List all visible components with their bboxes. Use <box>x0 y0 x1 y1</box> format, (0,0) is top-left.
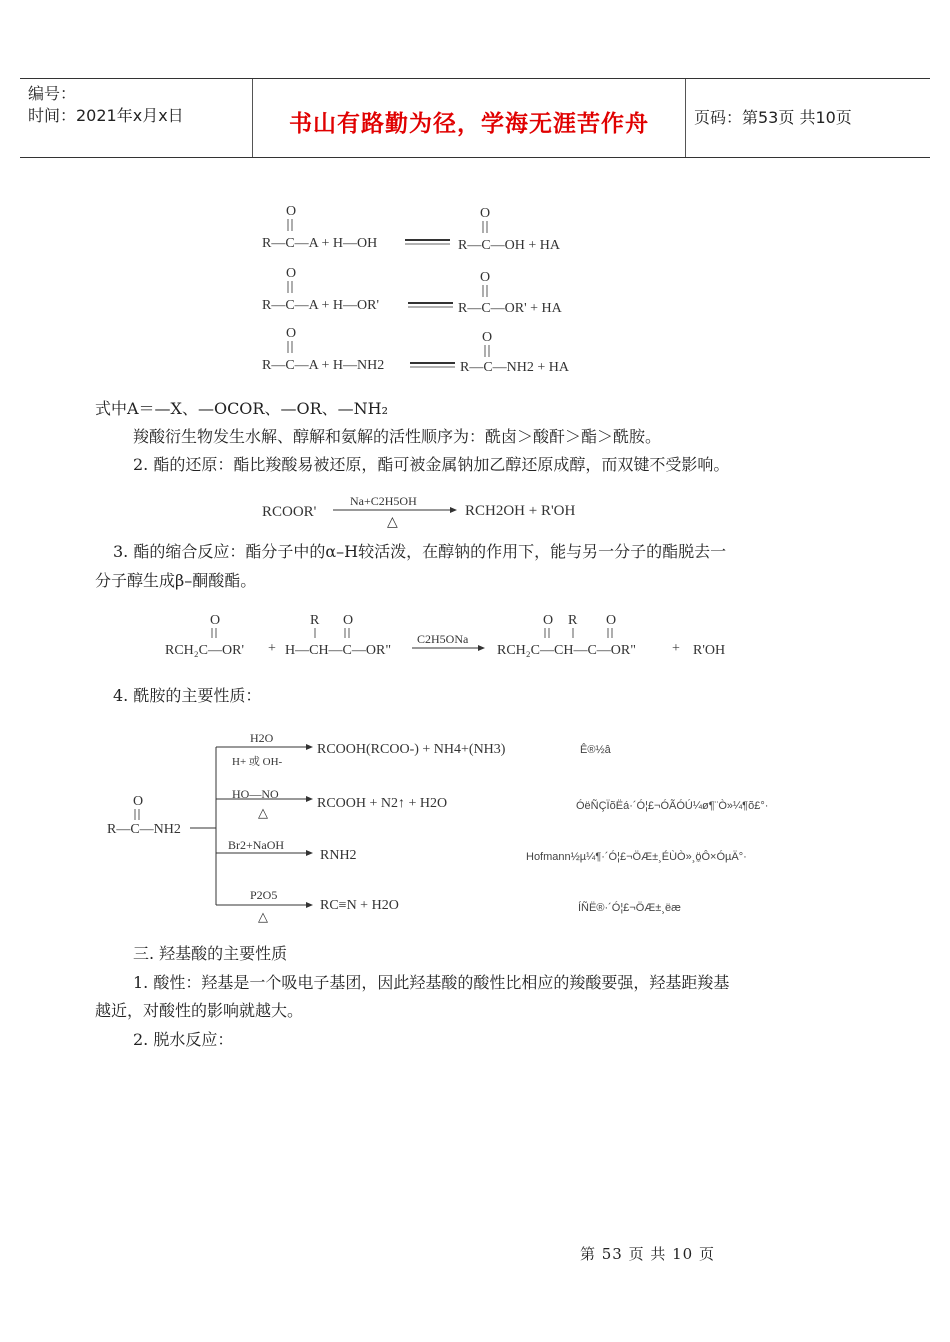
note-a: 式中A＝—X、—OCOR、—OR、—NH₂ <box>95 399 389 418</box>
carbonyl-o: O <box>606 613 617 628</box>
plus: + <box>268 641 276 656</box>
header-meta <box>20 79 252 157</box>
amide-reactions <box>100 725 820 935</box>
paragraph-condensation-2: 分子醇生成β–酮酸酯。 <box>95 571 257 590</box>
branch-3-note: Hofmann½µ¼¶·´Ó¦£¬ÖÆ±¸ÉÙÒ»¸ö̼Ô×ÓµÄ°· <box>526 851 747 863</box>
claisen-byproduct: R'OH <box>693 643 726 658</box>
product-ketoester: RCH₂C—CH—C—OR" <box>497 643 636 658</box>
paragraph-amide: 4. 酰胺的主要性质： <box>113 686 262 705</box>
paragraph-condensation-1: 3. 酯的缩合反应：酯分子中的α–H较活泼，在醇钠的作用下，能与另一分子的酯脱去一 <box>113 542 727 561</box>
claisen-reagent: C2H5ONa <box>417 632 469 646</box>
branch-4-condition: △ <box>258 909 268 924</box>
branch-2-product: RCOOH + N2↑ + H2O <box>317 796 448 811</box>
reduction-condition: △ <box>387 515 398 530</box>
reduction-product: RCH2OH + R'OH <box>465 503 576 519</box>
reduction-reactant: RCOOR' <box>262 504 317 520</box>
branch-4-reagent: P2O5 <box>250 888 278 902</box>
carbonyl-o: O <box>286 326 297 341</box>
branch-1-reagent: H2O <box>250 731 274 745</box>
substituent-r: R <box>310 613 320 628</box>
reaction-1-rhs: R—C—OH + HA <box>458 238 561 253</box>
paragraph-acidity-1: 1. 酸性：羟基是一个吸电子基团，因此羟基酸的酸性比相应的羧酸要强，羟基距羧基 <box>133 973 730 992</box>
branch-1-product: RCOOH(RCOO-) + NH4+(NH3) <box>317 742 506 757</box>
time-label: 时间：2021年x月x日 <box>28 106 184 125</box>
reactant-2: H—CH—C—OR" <box>285 643 392 658</box>
branch-4-note: ÍÑË®·´Ó¦£¬ÖÆ±¸ëæ <box>578 902 681 914</box>
amide-start: R—C—NH2 <box>107 822 181 837</box>
carbonyl-o: O <box>133 794 144 809</box>
branch-3-product: RNH2 <box>320 848 357 863</box>
header-motto-cell <box>252 79 686 157</box>
carbonyl-o: O <box>343 613 354 628</box>
branch-1-note: Ê®½â <box>580 744 611 756</box>
paragraph-order: 羧酸衍生物发生水解、醇解和氨解的活性顺序为：酰卤＞酸酐＞酯＞酰胺。 <box>133 427 662 446</box>
reaction-2-lhs: R—C—A + H—OR' <box>262 298 379 313</box>
plus: + <box>672 641 680 656</box>
page-header <box>20 78 930 158</box>
reduction-equation <box>255 490 615 532</box>
page-footer: 第 53 页 共 10 页 <box>579 1245 715 1263</box>
carbonyl-o: O <box>482 330 493 345</box>
reaction-1-lhs: R—C—A + H—OH <box>262 236 378 251</box>
branch-2-condition: △ <box>258 805 268 820</box>
carbonyl-o: O <box>210 613 221 628</box>
branch-2-reagent: HO—NO <box>232 787 279 801</box>
paragraph-ester-reduction: 2. 酯的还原：酯比羧酸易被还原，酯可被金属钠加乙醇还原成醇，而双键不受影响。 <box>133 455 730 474</box>
branch-4-product: RC≡N + H2O <box>320 898 399 913</box>
reaction-2-rhs: R—C—OR' + HA <box>458 301 562 316</box>
section-3-heading: 三. 羟基酸的主要性质 <box>133 944 288 963</box>
carbonyl-o: O <box>286 204 297 219</box>
carbonyl-o: O <box>286 266 297 281</box>
branch-2-note: ÓëÑÇÏõËá·´Ó¦£¬ÓÃÓÚ¼ø¶¨Ò»¼¶õ£°· <box>576 800 769 812</box>
number-label: 编号： <box>28 84 77 103</box>
claisen-equation <box>160 608 760 668</box>
header-page-info: 页码：第53页 共10页 <box>694 108 852 127</box>
reaction-3-rhs: R—C—NH2 + HA <box>460 360 570 375</box>
carbonyl-o: O <box>543 613 554 628</box>
header-motto: 书山有路勤为径，学海无涯苦作舟 <box>289 111 649 137</box>
hydrolysis-reactions <box>250 195 610 385</box>
reactant-1: RCH₂C—OR' <box>165 643 244 658</box>
paragraph-acidity-2: 越近，对酸性的影响就越大。 <box>95 1001 304 1020</box>
reduction-reagent: Na+C2H5OH <box>350 494 417 508</box>
substituent-r: R <box>568 613 578 628</box>
branch-3-reagent: Br2+NaOH <box>228 838 285 852</box>
carbonyl-o: O <box>480 206 491 221</box>
carbonyl-o: O <box>480 270 491 285</box>
branch-1-condition: H+ 或 OH- <box>232 756 283 768</box>
paragraph-dehydration: 2. 脱水反应： <box>133 1030 234 1049</box>
reaction-3-lhs: R—C—A + H—NH2 <box>262 358 385 373</box>
